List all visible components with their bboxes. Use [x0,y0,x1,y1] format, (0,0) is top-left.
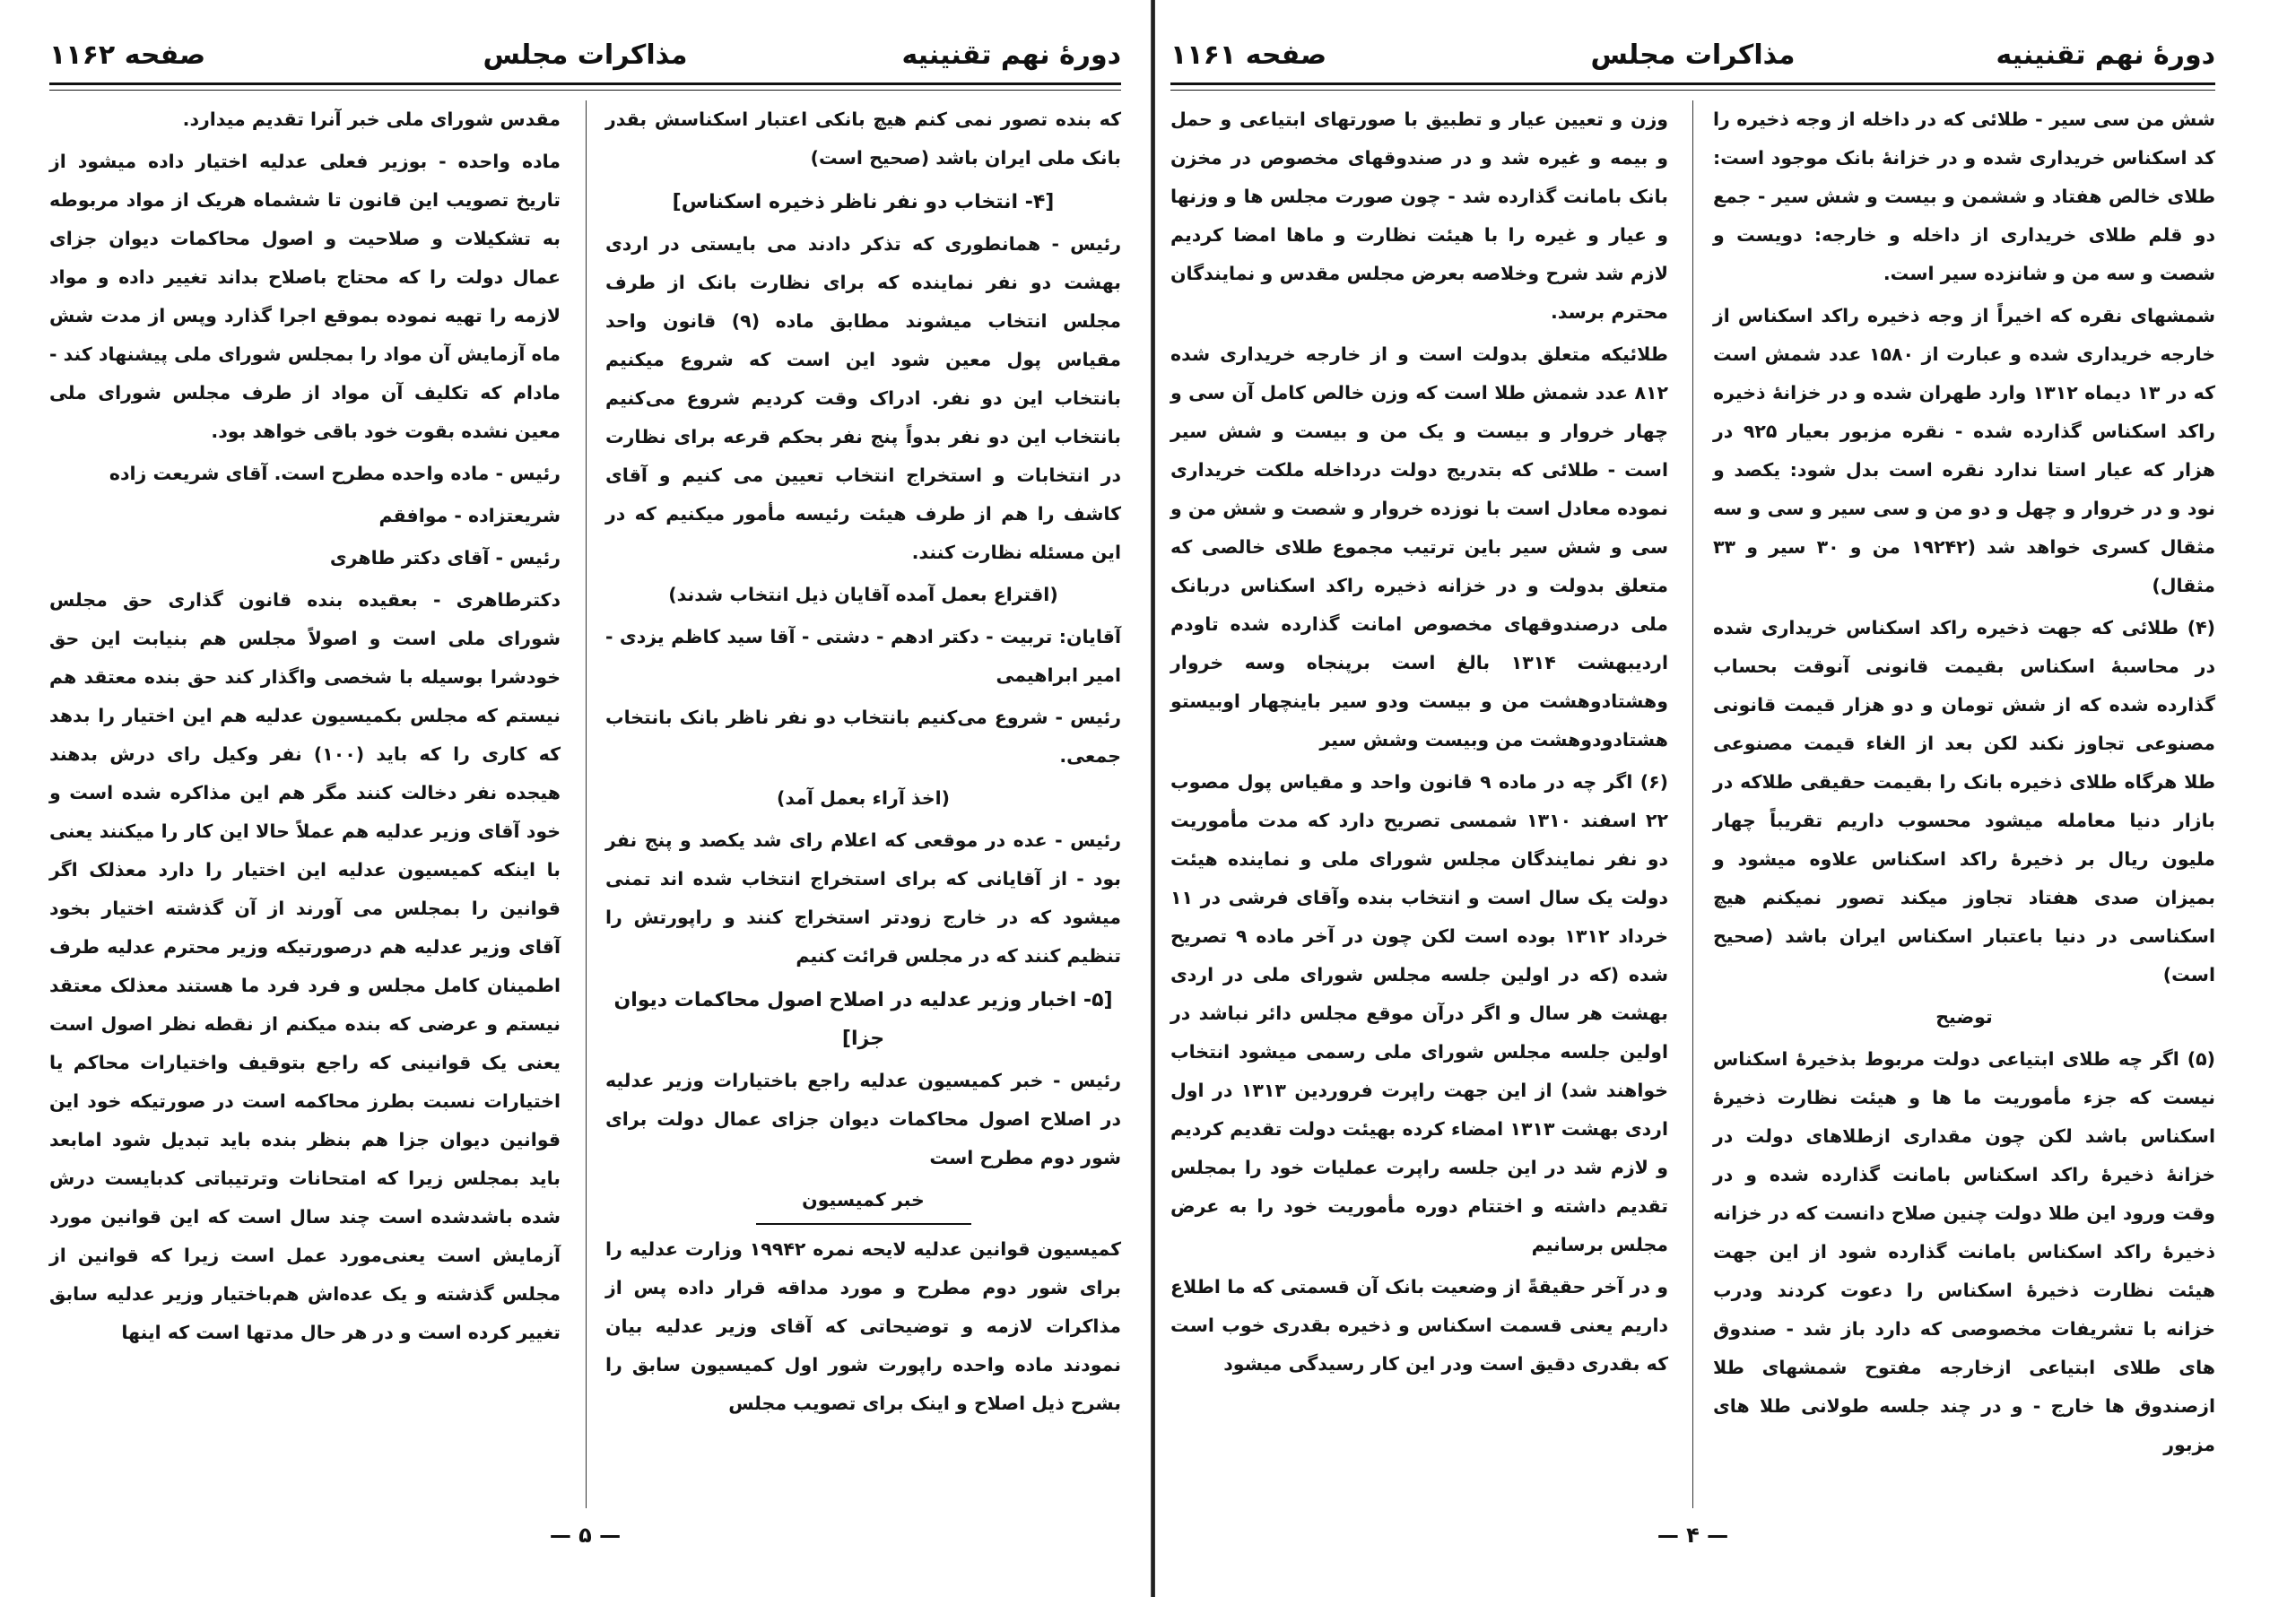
paragraph: شمشهای نقره که اخیراً از وجه ذخیره راکد اسکناس از خارجه خریداری شده و عبارت از ۱۵۸۰ عدد شمش است که در ۱۳ دیماه ۱۳۱۲ وارد طهران شده و در خزانهٔ ذخیره راکد اسکناس گذارده شده - نقره مزبور بعیار ۹۲۵ در هزار که عیار استا ندارد نقره است بدل شود: یکصد و نود و در خروار و چهل و دو من و سی سیر و سی و سه مثقال کسری خواهد شد (۱۹۲۴۲ من و ۳۰ سیر و ۳۳ مثقال) [1713,305,2216,596]
paragraph: که بنده تصور نمی کنم هیچ بانکی اعتبار اسکناسش بقدر بانک ملی ایران باشد (صحیح است) [605,108,1121,169]
paragraph: مقدس شورای ملی خبر آنرا تقدیم میدارد. [182,108,561,130]
left-page-number: صفحه ۱۱۶۲ [49,39,206,71]
paragraph: رئیس - ماده واحده مطرح است. آقای شریعت زاده [109,463,561,484]
left-page-title: مذاکرات مجلس [483,39,688,71]
paragraph: آقایان: تربیت - دکتر ادهم - دشتی - آقا سید کاظم یزدی - امیر ابراهیمی [605,626,1121,686]
right-page-number: صفحه ۱۱۶۱ [1170,39,1327,71]
paragraph: رئیس - همانطوری که تذکر دادند می بایستی در اردی بهشت دو نفر نماینده که برای نظارت بانک از طرف مجلس انتخاب میشوند مطابق ماده (۹) قانون واحد مقیاس پول معین شود این است که شروع میکنیم بانتخاب این دو نفر. ادراک وقت کردیم شروع می‌کنیم بانتخاب این دو نفر بدواً پنج نفر بحکم قرعه برای نظارت در انتخابات و استخراج انتخاب تعیین می کنیم و آقای کاشف را هم از طرف هیئت رئیسه مأمور میکنیم که در این مسئله نظارت کنند. [605,233,1121,563]
right-page-right-column [1713,100,2215,1499]
section-heading: [۵- اخبار وزیر عدلیه در اصلاح اصول محاکمات دیوان جزا] [613,989,1113,1050]
paragraph: شش من سی سیر - طلائی که در داخله از وجه ذخیره را کد اسکناس خریداری شده و در خزانهٔ بانک موجود است: طلای خالص هفتاد و ششمن و بیست و شش سیر - جمع دو قلم طلای خریداری از داخله و خارجه: دویست و شصت و سه من و شانزده سیر است. [1713,108,2215,284]
paragraph: وزن و تعیین عیار و تطبیق با صورتهای ابتیاعی و حمل و بیمه و غیره شد و در صندوقهای مخصوص در مخزن بانک بامانت گذارده شد - چون صورت مجلس ها و وزنها و عیار و غیره را با هیئت نظارت و ماها امضا کردیم لازم شد شرح وخلاصه بعرض مجلس مقدس و نمایندگان محترم برسد. [1170,108,1668,323]
right-header-rule [1170,82,2215,91]
right-page-header [1170,25,2215,77]
paragraph: (۶) اگر چه در ماده ۹ قانون واحد و مقیاس پول مصوب ۲۲ اسفند ۱۳۱۰ شمسی تصریح دارد که مدت مأموریت دو نفر نمایندگان مجلس شورای ملی و نماینده هیئت دولت یک سال است و انتخاب بنده وآقای فرشی در ۱۱ خرداد ۱۳۱۲ بوده است لکن چون در آخر ماده ۹ تصریح شده (که در اولین جلسه مجلس شورای ملی در اردی بهشت هر سال و اگر درآن موقع مجلس دائر نباشد در اولین جلسه مجلس شورای ملی رسمی میشود انتخاب خواهند شد) از این جهت راپرت فروردین ۱۳۱۳ در اول اردی بهشت ۱۳۱۳ امضاء کرده بهیئت دولت تقدیم کردیم و لازم شد در این جلسه راپرت عملیات خود را بمجلس تقدیم داشته و اختتام دوره مأموریت خود را به عرض مجلس برسانیم [1170,771,1669,1255]
left-page-footer: — ۵ — [549,1523,622,1548]
left-page-header [49,25,1121,77]
right-session-label: دورهٔ نهم تقنینیه [1996,39,2215,71]
right-page-title: مذاکرات مجلس [1590,39,1796,71]
paragraph: (۵) اگر چه طلای ابتیاعی دولت مربوط بذخیرهٔ اسکناس نیست که جزء مأموریت ما ها و هیئت نظارت ذخیرهٔ اسکناس باشد لکن چون مقداری ازطلاهای دولت در خزانهٔ ذخیرهٔ راکد اسکناس بامانت گذارده شده و در وقت ورود این طلا دولت چنین صلاح دانست که در خزانه ذخیرهٔ راکد اسکناس بامانت گذارده شود از این جهت هیئت نظارت ذخیرهٔ اسکناس را دعوت کردند ودرب خزانه با تشریفات مخصوصی که دارد باز شد - صندوق های طلای ابتیاعی ازخارجه مفتوح شمشهای طلا ازصندوق ها خارج - و در چند جلسه طولانی طلا های مزبور [1713,1048,2215,1455]
paragraph: رئیس - آقای دکتر طاهری [329,547,561,568]
paragraph: (۴) طلائی که جهت ذخیره راکد اسکناس خریداری شده در محاسبهٔ اسکناس بقیمت قانونی آنوقت بحساب گذارده شده که از شش تومان و دو هزار قیمت قانونی مصنوعی تجاوز نکند لکن بعد از الغاء قیمت مصنوعی طلا هرگاه طلای ذخیره بانک را بقیمت حقیقی طلاکه در بازار دنیا معامله میشود محسوب داریم تقریباً چهار ملیون ریال بر ذخیرهٔ راکد اسکناس علاوه میشود و بمیزان صدی هفتاد تجاوز میکند تصور نمیکنم هیچ اسکناسی در دنیا باعتبار اسکناس ایران باشد (صحیح است) [1713,617,2215,985]
paragraph: دکترطاهری - بعقیده بنده قانون گذاری حق مجلس شورای ملی است و اصولاً مجلس هم بنیابت این حق خودشرا بوسیله با شخصی واگذار کند حق بنده معتقد هم نیستم که مجلس بکمیسیون عدلیه هم این اختیار را بدهد که کاری را که باید (۱۰۰) نفر وکیل رای درش بدهند هیجده نفر دخالت کنند مگر هم این مذاکره شده است و خود آقای وزیر عدلیه هم عملاً حالا این کار را میکنند یعنی با اینکه کمیسیون عدلیه این اختیار را دارد معذلک اگر قوانین را بمجلس می آورند از آن گذشته اختیار بخود آقای وزیر عدلیه هم درصورتیکه وزیر محترم عدلیه طرف اطمینان کامل مجلس و فرد فرد ما هستند معذلک معتقد نیستم و عرضی که بنده میکنم از نقطه نظر اصول است یعنی یک قوانینی که راجع بتوقیف واختیارات محاکم یا اختیارات نسبت بطرز محاکمه است در صورتیکه خود این قوانین دیوان جزا هم بنظر بنده باید تبدیل شود امابعد باید بمجلس زیرا که امتحانات وترتیباتی کدبایست درش شده باشدشده است چند سال است که این قوانین مورد آزمایش است یعنی‌مورد عمل است زیرا که قوانین از مجلس گذشته و یک عده‌اش هم‌باختیار وزیر عدلیه سابق تغییر کرده است و در هر حال مدتها است که اینها [49,589,561,1343]
left-session-label: دورهٔ نهم تقنینیه [901,39,1121,71]
subheading: خبر کمیسیون [802,1189,925,1211]
paragraph: ماده واحده - بوزیر فعلی عدلیه اختیار داده میشود از تاریخ تصویب این قانون تا ششماه هریک از مواد مربوطه به تشکیلات و صلاحیت و اصول محاکمات دیوان جزای عمال دولت را که محتاج باصلاح بداند تغییر داده و مواد لازمه را تهیه نموده بموقع اجرا گذارد وپس از مدت شش ماه آزمایش آن مواد را بمجلس شورای ملی پیشنهاد کند - مادام که تکلیف آن مواد از طرف مجلس شورای ملی معین نشده بقوت خود باقی خواهد بود. [49,151,561,442]
paragraph: شریعتزاده - موافقم [378,505,561,526]
paragraph: (اخذ آراء بعمل آمد) [777,787,950,809]
paragraph: و در آخر حقیقةً از وضعیت بانک آن قسمتی که ما اطلاع داریم یعنی قسمت اسکناس و ذخیره بقدری خوب است که بقدری دقیق است ودر این کار رسیدگی میشود [1170,1276,1668,1375]
left-page [49,0,1121,1597]
paragraph: رئیس - شروع می‌کنیم بانتخاب دو نفر ناظر بانک بانتخاب جمعی. [605,707,1121,767]
paragraph: رئیس - عده در موقعی که اعلام رای شد یکصد و پنج نفر بود - از آقایانی که برای استخراج انتخاب شده اند تمنی میشود که در خارج زودتر استخراج کنند و راپورتش را تنظیم کنند که در مجلس قرائت کنیم [605,829,1121,967]
page-gutter [1151,0,1155,1597]
section-heading: [۴- انتخاب دو نفر ناظر ذخیره اسکناس] [672,191,1055,213]
paragraph: (اقتراع بعمل آمده آقایان ذیل انتخاب شدند) [668,584,1058,605]
left-page-left-column [49,100,561,1499]
left-page-right-column [605,100,1121,1499]
column-divider [586,100,587,1508]
left-header-rule [49,82,1121,91]
subheading: توضیح [1935,1006,1993,1028]
paragraph: طلائیکه متعلق بدولت است و از خارجه خریداری شده ۸۱۲ عدد شمش طلا است که وزن خالص کامل آن سی و چهار خروار و بیست و یک من و بیست و شش سیر است - طلائی که بتدریج دولت درداخله ملکت خریداری نموده معادل است با نوزده خروار و شصت و شش من و سی و شش سیر باین ترتیب مجموع طلای خالصی که متعلق بدولت و در خزانه ذخیره راکد اسکناس دربانک ملی درصندوقهای مخصوص امانت گذارده شده تاودم اردیبهشت ۱۳۱۴ بالغ است برپنجاه وسه خروار وهشتادوهشت من و بیست ودو سیر باینچهار اوبیستو هشتادودوهشت من وبیست وشش سیر [1170,343,1668,751]
paragraph: رئیس - خبر کمیسیون عدلیه راجع باختیارات وزیر عدلیه در اصلاح اصول محاکمات دیوان جزای عمال دولت برای شور دوم مطرح است [605,1070,1121,1168]
right-page [1170,0,2215,1597]
paragraph: کمیسیون قوانین عدلیه لایحه نمره ۱۹۹۴۲ وزارت عدلیه را برای شور دوم مطرح و مورد مداقه قرار داده پس از مذاکرات لازمه و توضیحاتی که آقای وزیر عدلیه بیان نمودند ماده واحده راپورت شور اول کمیسیون سابق را بشرح ذیل اصلاح و اینک برای تصویب مجلس [605,1238,1121,1414]
right-page-footer: — ۴ — [1657,1523,1729,1548]
divider [756,1223,971,1225]
right-page-left-column [1170,100,1668,1499]
column-divider [1692,100,1693,1508]
